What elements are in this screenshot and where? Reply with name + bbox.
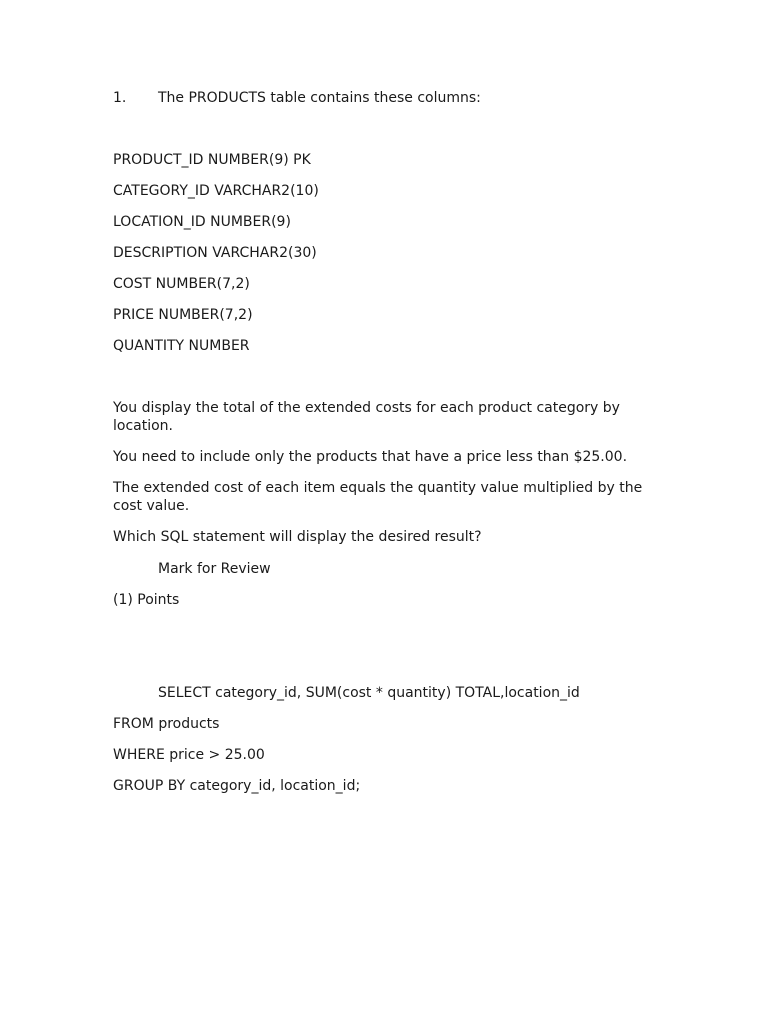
sql-option-line: GROUP BY category_id, location_id; xyxy=(113,778,361,794)
column-definition: PRICE NUMBER(7,2) xyxy=(113,307,253,323)
column-definition: QUANTITY NUMBER xyxy=(113,338,250,354)
question-paragraph: You need to include only the products that have a price less than $25.00. xyxy=(113,449,628,465)
sql-option-line: FROM products xyxy=(113,716,220,732)
mark-for-review-link[interactable]: Mark for Review xyxy=(158,561,271,577)
sql-option-line: SELECT category_id, SUM(cost * quantity) TOTAL,location_id xyxy=(158,685,580,701)
column-definition: DESCRIPTION VARCHAR2(30) xyxy=(113,245,317,261)
question-paragraph: The extended cost of each item equals the quantity value multiplied by the cost value. xyxy=(113,480,643,514)
points-label: (1) Points xyxy=(113,592,180,608)
column-definition: CATEGORY_ID VARCHAR2(10) xyxy=(113,183,319,199)
question-prompt: Which SQL statement will display the desired result? xyxy=(113,529,482,545)
column-definition: COST NUMBER(7,2) xyxy=(113,276,250,292)
question-paragraph: You display the total of the extended costs for each product category by location. xyxy=(113,400,620,434)
question-number: 1. xyxy=(113,90,127,106)
column-definition: PRODUCT_ID NUMBER(9) PK xyxy=(113,152,311,168)
sql-option-line: WHERE price > 25.00 xyxy=(113,747,265,763)
question-intro: The PRODUCTS table contains these columns: xyxy=(158,90,481,106)
column-definition: LOCATION_ID NUMBER(9) xyxy=(113,214,291,230)
